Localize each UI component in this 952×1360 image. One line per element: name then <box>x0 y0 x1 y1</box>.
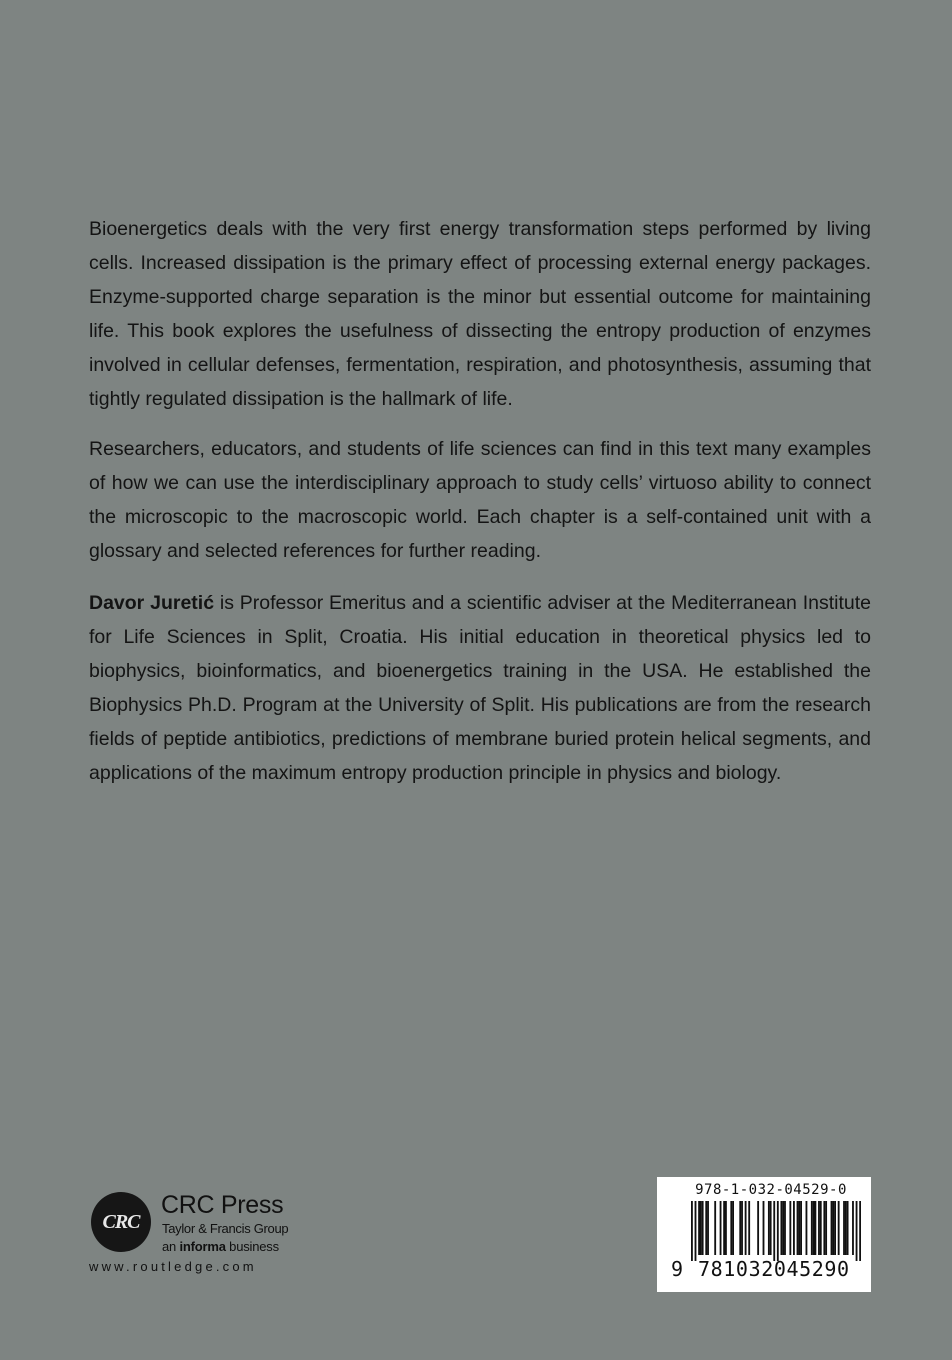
barcode-bar <box>773 1201 775 1261</box>
barcode-bar <box>768 1201 770 1255</box>
barcode-bar <box>770 1201 772 1255</box>
barcode-bar <box>798 1201 800 1255</box>
publisher-name: CRC Press <box>161 1191 284 1219</box>
barcode-bar <box>725 1201 727 1255</box>
author-name: Davor Juretić <box>89 592 215 614</box>
barcode-bar <box>843 1201 845 1255</box>
barcode-bar <box>730 1201 732 1255</box>
barcode-bar <box>806 1201 808 1255</box>
barcode-bar <box>845 1201 847 1255</box>
back-cover-blurb <box>89 212 871 808</box>
business-brand: informa <box>179 1239 226 1254</box>
barcode-bar <box>838 1201 840 1255</box>
barcode-bar <box>859 1201 861 1261</box>
publisher-website: www.routledge.com <box>89 1259 257 1274</box>
barcode-bar <box>856 1201 858 1261</box>
barcode-bar <box>784 1201 786 1255</box>
barcode-bar <box>789 1201 791 1255</box>
barcode-bar <box>732 1201 734 1255</box>
barcode-bar <box>847 1201 849 1255</box>
barcode-bar <box>820 1201 822 1255</box>
barcode-bar <box>691 1201 693 1261</box>
barcode-remaining-digits: 781032045290 <box>698 1257 850 1281</box>
barcode-bar <box>739 1201 741 1255</box>
barcode-bar <box>700 1201 702 1255</box>
barcode-bar <box>714 1201 716 1255</box>
logo-text: CRC <box>102 1210 140 1233</box>
barcode-bar <box>777 1201 779 1261</box>
barcode-bar <box>698 1201 700 1255</box>
author-bio-text: is Professor Emeritus and a scientific adviser at the Mediterranean Institute for Life Sciences in Split, Croatia. His initial education in theoretical physics led to biophysics, bioinformatics, and bioenergetics training in the USA. He established the Biophysics Ph.D. Program at the University of Split. His publications are from the research fields of peptide antibiotics, predictions of membrane buried protein helical segments, and applications of the maximum entropy production principle in physics and biology. <box>89 592 871 784</box>
barcode-bar <box>834 1201 836 1255</box>
barcode-bar <box>797 1201 799 1255</box>
business-suffix: business <box>225 1239 279 1254</box>
barcode-bar <box>832 1201 834 1255</box>
barcode-bar <box>782 1201 784 1255</box>
barcode-bar <box>702 1201 704 1255</box>
barcode-bar <box>825 1201 827 1255</box>
barcode-bar <box>852 1201 854 1255</box>
isbn-number: 978-1-032-04529-0 <box>695 1182 847 1198</box>
audience-paragraph: Researchers, educators, and students of life sciences can find in this text many examples of how we can use the interdisciplinary approach to study cells’ virtuoso ability to connect the microscopic to the macroscopic world. Each chapter is a self-contained unit with a glossary and selected references for further reading. <box>89 438 871 562</box>
barcode-bar <box>723 1201 725 1255</box>
business-prefix: an <box>162 1239 180 1254</box>
barcode-bar <box>745 1201 747 1255</box>
barcode-bar <box>763 1201 765 1255</box>
barcode-bar <box>707 1201 709 1255</box>
barcode-bar <box>793 1201 795 1255</box>
barcode-bar <box>813 1201 815 1255</box>
publisher-business-line <box>162 1239 279 1254</box>
crc-logo-icon <box>91 1192 151 1252</box>
barcode-bar <box>741 1201 743 1255</box>
barcode-bar <box>780 1201 782 1255</box>
barcode-bars <box>691 1201 861 1261</box>
barcode-bar <box>811 1201 813 1255</box>
barcode-bar <box>831 1201 833 1255</box>
barcode-bar <box>818 1201 820 1255</box>
isbn-barcode <box>657 1177 871 1292</box>
barcode-bar <box>705 1201 707 1255</box>
barcode-bar <box>720 1201 722 1255</box>
barcode-bar <box>823 1201 825 1255</box>
barcode-bar <box>800 1201 802 1255</box>
barcode-bar <box>757 1201 759 1255</box>
barcode-bar <box>814 1201 816 1255</box>
barcode-bar <box>695 1201 697 1261</box>
barcode-first-digit: 9 <box>671 1257 684 1281</box>
publisher-group: Taylor & Francis Group <box>162 1221 289 1236</box>
barcode-bar <box>748 1201 750 1255</box>
publisher-block <box>89 1190 329 1280</box>
description-paragraph: Bioenergetics deals with the very first energy transformation steps performed by living cells. Increased dissipation is the primary effect of processing external energy packages. Enzyme-supported charge separation is the minor but essential outcome for maintaining life. This book explores the usefulness of dissecting the entropy production of enzymes involved in cellular defenses, fermentation, respiration, and photosynthesis, assuming that tightly regulated dissipation is the hallmark of life. <box>89 218 871 410</box>
author-bio-paragraph <box>89 586 871 790</box>
